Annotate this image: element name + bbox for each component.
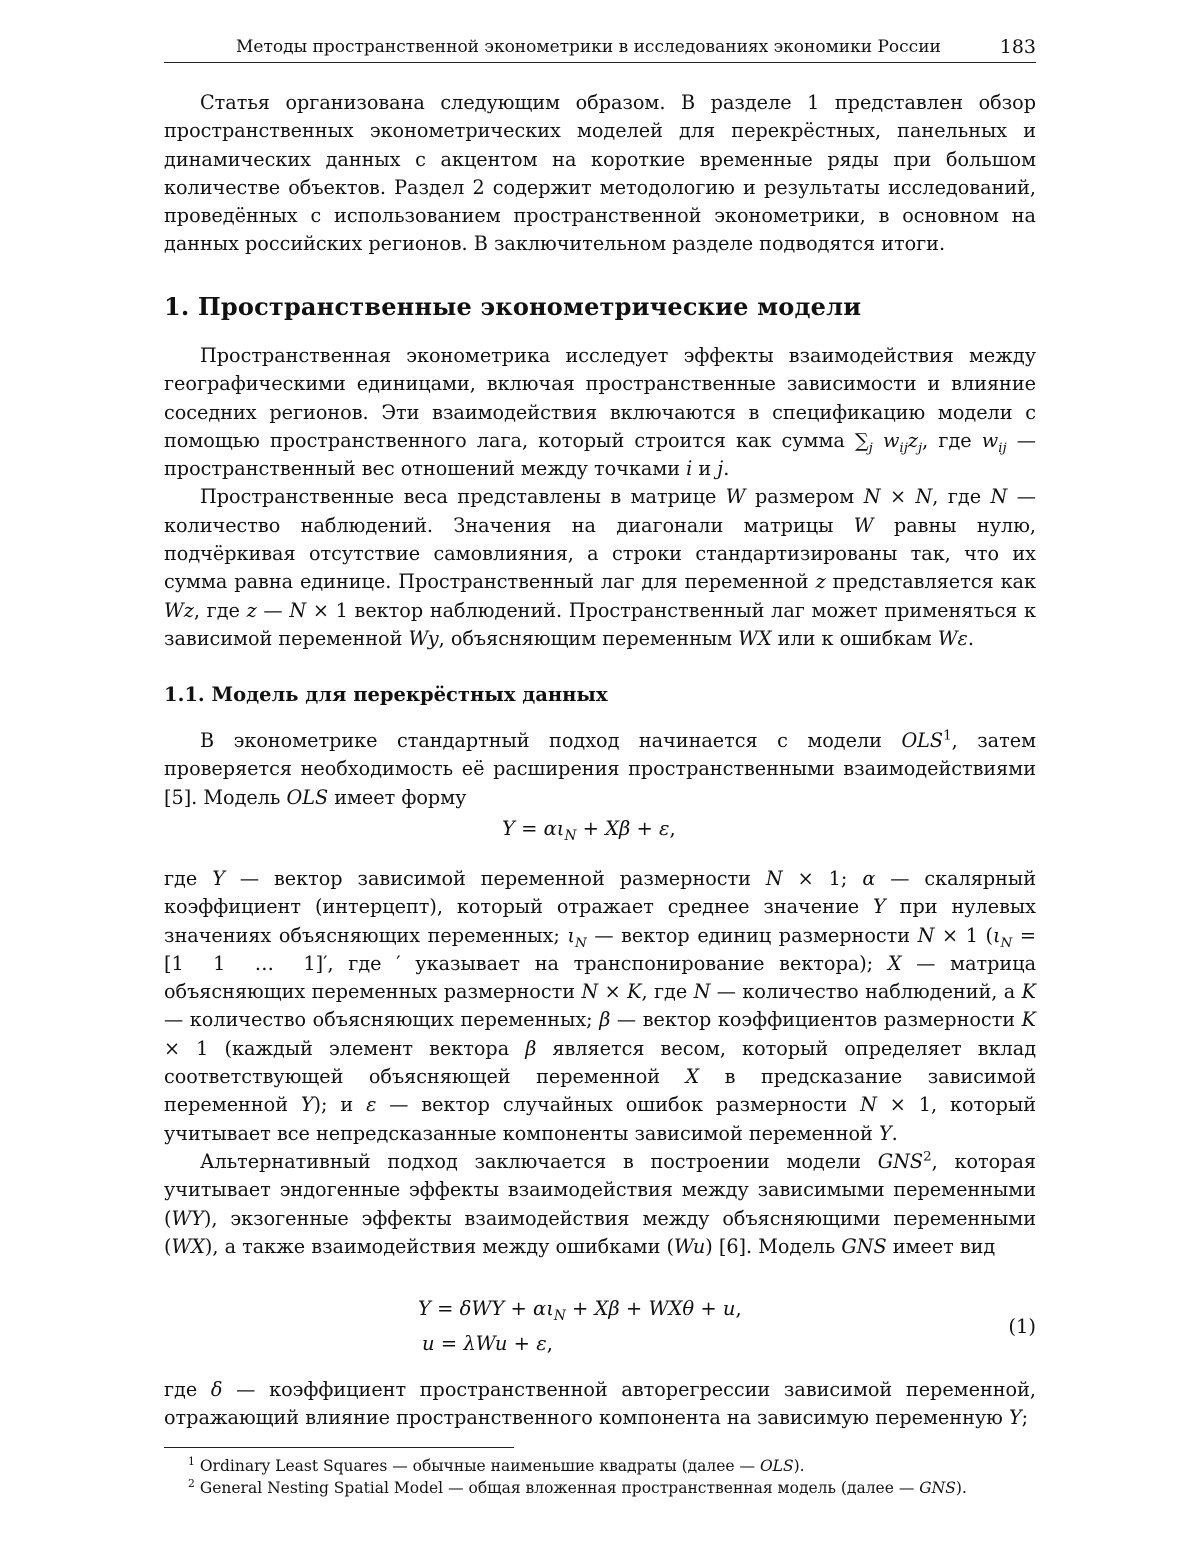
- section-1-paragraph-2: Пространственные веса представлены в матрице W размером N × N, где N — количество наблюдений. Значения на диагонали матрицы W равны нулю, подчёркивая отсутствие самовлияния, а строки стандартизированы так, что их сумма равна единице. Пространственный лаг для переменной z представляется как Wz, где z — N × 1 вектор наблюдений. Пространственный лаг может применяться к зависимой переменной Wy, объясняющим переменным WX или к ошибкам Wε.: [164, 485, 1036, 650]
- section-1-1-paragraph-3: Альтернативный подход заключается в построении модели GNS$^2$, которая учитывает эндогенные эффекты взаимодействия между зависимыми переменными (WY), экзогенные эффекты взаимодействия между объясняющими переменными (WX), а также взаимодействия между ошибками (Wu) [6]. Модель GNS имеет вид: [164, 1149, 1036, 1258]
- section-1-1-body: [164, 865, 1036, 1261]
- page-number: 183: [999, 36, 1036, 58]
- section-1-1-paragraph-2: где Y — вектор зависимой переменной размерности N × 1; α — скалярный коэффициент (интерцепт), который отражает среднее значение Y при нулевых значениях объясняющих переменных; $\iota_N$ — вектор единиц размерности N × 1 ($\iota_N = [1$ 1 … 1]′, где ′ указывает на транспонирование вектора); X — матрица объясняющих переменных размерности N × K, где N — количество наблюдений, а K — количество объясняющих переменных; β — вектор коэффициентов размерности K × 1 (каждый элемент вектора β является весом, который определяет вклад соответствующей объясняющей переменной X в предсказание зависимой переменной Y); и ε — вектор случайных ошибок размерности N × 1, который учитывает все непредсказанные компоненты зависимой переменной Y.: [164, 867, 1037, 1145]
- footnote-2: $^2$ General Nesting Spatial Model — общая вложенная пространственная модель (далее — GNS).: [188, 1476, 967, 1497]
- section-1-heading: 1. Пространственные эконометрические модели: [164, 292, 862, 321]
- running-title: Методы пространственной эконометрики в исследованиях экономики России: [236, 37, 941, 57]
- footnote-rule: [164, 1447, 514, 1448]
- section-1-body: [164, 342, 1036, 653]
- section-1-paragraph-1: Пространственная эконометрика исследует эффекты взаимодействия между географическими единицами, включая пространственные зависимости и влияние соседних регионов. Эти взаимодействия включаются в спецификацию модели с помощью пространственного лага, который строится как сумма $\sum_j$ $w_{ij}z_j$, где $w_{ij}$ — пространственный вес отношений между точками i и j.: [164, 344, 1036, 481]
- equation-gns-line-2: u = λWu + ε,: [422, 1332, 553, 1355]
- section-1-1-tail: [164, 1376, 1036, 1433]
- section-1-1-heading: 1.1. Модель для перекрёстных данных: [164, 683, 608, 706]
- section-1-1-intro: [164, 727, 1036, 812]
- footnote-1: $^1$ Ordinary Least Squares — обычные наименьшие квадраты (далее — OLS).: [188, 1454, 805, 1475]
- section-1-1-paragraph-1: В эконометрике стандартный подход начинается с модели OLS$^1$, затем проверяется необходимость её расширения пространственными взаимодействиями [5]. Модель OLS имеет форму: [164, 728, 1036, 809]
- running-head: [164, 36, 1036, 63]
- section-1-1-paragraph-4: где δ — коэффициент пространственной авторегрессии зависимой переменной, отражающий влияние пространственного компонента на зависимую переменную Y;: [164, 1378, 1036, 1430]
- intro-paragraph: Статья организована следующим образом. В разделе 1 представлен обзор пространственных эконометрических моделей для перекрёстных, панельных и динамических данных с акцентом на короткие временные ряды при большом количестве объектов. Раздел 2 содержит методологию и результаты исследований, проведённых с использованием пространственной эконометрики, в основном на данных российских регионов. В заключительном разделе подводятся итоги.: [164, 91, 1036, 256]
- equation-ols: $Y = \alpha\iota_N + X\beta + \varepsilon$,: [502, 817, 676, 844]
- intro-paragraph-block: [164, 89, 1036, 259]
- equation-gns-line-1: $Y = \delta WY + \alpha\iota_N + X\beta + WX\theta + u$,: [418, 1297, 742, 1324]
- equation-number: (1): [1008, 1315, 1036, 1338]
